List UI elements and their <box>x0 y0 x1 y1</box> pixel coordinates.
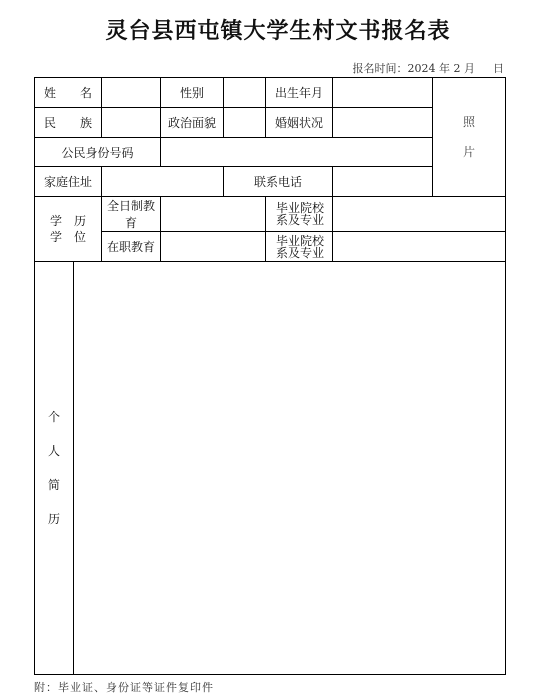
registration-date <box>353 60 504 76</box>
row-name <box>35 78 506 108</box>
id-label: 公民身份号码 <box>35 138 161 167</box>
registration-date-text: 报名时间：2024 年 2 月 <box>352 62 475 75</box>
ethnicity-field[interactable] <box>102 108 161 138</box>
resume-char-3: 简 <box>47 478 60 492</box>
fulltime-school-label <box>266 197 333 232</box>
parttime-education-label: 在职教育 <box>102 232 161 262</box>
phone-label: 联系电话 <box>224 167 333 197</box>
marital-label: 婚姻状况 <box>266 108 333 138</box>
parttime-school-label <box>266 232 333 262</box>
political-label: 政治面貌 <box>161 108 224 138</box>
parttime-school-label-line2: 系及专业 <box>276 245 325 260</box>
resume-field[interactable] <box>74 262 506 675</box>
gender-label: 性别 <box>161 78 224 108</box>
resume-char-2: 人 <box>47 444 60 458</box>
form-title: 灵台县西屯镇大学生村文书报名表 <box>105 18 451 44</box>
row-parttime-education <box>35 232 506 262</box>
name-label: 姓 名 <box>35 78 102 108</box>
row-resume <box>35 262 506 675</box>
education-label-line1: 学 历 <box>50 214 87 228</box>
fulltime-school-field[interactable] <box>333 197 506 232</box>
parttime-education-field[interactable] <box>161 232 266 262</box>
id-field[interactable] <box>161 138 433 167</box>
row-fulltime-education <box>35 197 506 232</box>
photo-char-1: 照 <box>463 115 476 129</box>
address-label: 家庭住址 <box>35 167 102 197</box>
registration-form-table <box>34 77 506 675</box>
parttime-school-label-line1: 毕业院校 <box>276 233 325 248</box>
resume-char-1: 个 <box>47 410 60 424</box>
birth-field[interactable] <box>333 78 433 108</box>
fulltime-education-field[interactable] <box>161 197 266 232</box>
fulltime-education-label: 全日制教育 <box>102 197 161 232</box>
photo-box[interactable] <box>433 78 506 197</box>
marital-field[interactable] <box>333 108 433 138</box>
resume-char-4: 历 <box>47 512 60 526</box>
political-field[interactable] <box>224 108 266 138</box>
education-label <box>35 197 102 262</box>
ethnicity-label: 民 族 <box>35 108 102 138</box>
name-field[interactable] <box>102 78 161 108</box>
parttime-school-field[interactable] <box>333 232 506 262</box>
footnote: 附：毕业证、身份证等证件复印件 <box>34 681 214 694</box>
address-field[interactable] <box>102 167 224 197</box>
registration-date-day: 日 <box>493 62 504 75</box>
phone-field[interactable] <box>333 167 433 197</box>
fulltime-school-label-line1: 毕业院校 <box>276 201 325 215</box>
birth-label: 出生年月 <box>266 78 333 108</box>
photo-char-2: 片 <box>463 145 476 159</box>
education-label-line2: 学 位 <box>50 230 87 244</box>
gender-field[interactable] <box>224 78 266 108</box>
resume-label <box>35 262 74 675</box>
fulltime-school-label-line2: 系及专业 <box>276 213 325 227</box>
